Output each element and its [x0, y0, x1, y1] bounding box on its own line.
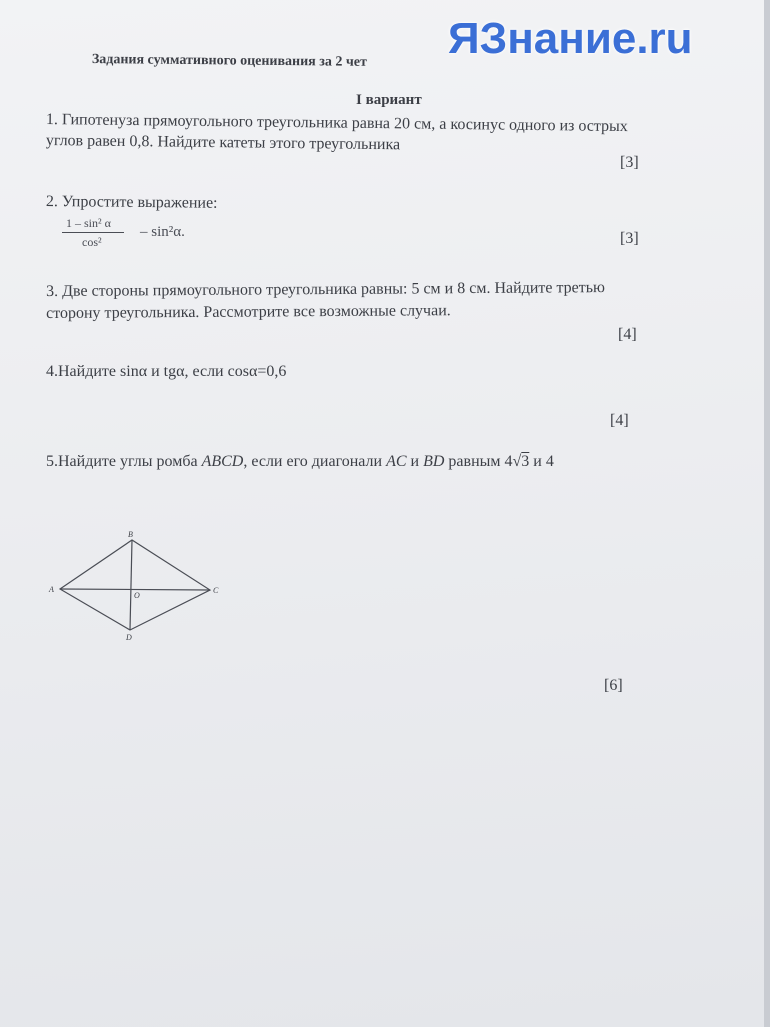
- q5-and: и: [406, 453, 424, 470]
- fraction-numerator: 1 – sin² α: [66, 216, 111, 230]
- q5-part-c: равным 4: [444, 453, 513, 470]
- q5-part-a: 5.Найдите углы ромба: [46, 453, 202, 470]
- question-3-line-1: 3. Две стороны прямоугольного треугольника равны: 5 см и 8 см. Найдите третью: [46, 279, 606, 300]
- fraction-bar: [62, 232, 124, 233]
- q5-ac: AC: [386, 453, 407, 470]
- question-4-line-1: 4.Найдите sinα и tgα, если cosα=0,6: [46, 363, 287, 380]
- vertex-label-a: A: [49, 585, 54, 594]
- variant-title: I вариант: [356, 92, 422, 108]
- question-5-score: [6]: [604, 677, 623, 694]
- question-2-score: [3]: [620, 230, 639, 247]
- page-edge-shadow: [764, 0, 770, 1027]
- center-label-o: O: [134, 591, 140, 600]
- worksheet-header: Задания суммативного оценивания за 2 чет: [91, 51, 367, 70]
- question-5-line-1: [46, 452, 554, 472]
- question-1-line-2: углов равен 0,8. Найдите катеты этого треугольника: [45, 131, 401, 154]
- question-2-line-1: 2. Упростите выражение:: [45, 192, 218, 212]
- vertex-label-c: C: [213, 586, 219, 595]
- q5-abcd: ABCD: [201, 453, 244, 470]
- q5-bd: BD: [423, 453, 445, 470]
- diagonal-bd: [130, 540, 132, 630]
- site-watermark: ЯЗнание.ru: [448, 14, 693, 63]
- question-3-score: [4]: [618, 326, 637, 343]
- vertex-label-b: B: [128, 530, 133, 539]
- question-1-line-1: 1. Гипотенуза прямоугольного треугольника равна 20 см, а косинус одного из острых: [45, 110, 628, 136]
- sqrt-argument: 3: [521, 453, 530, 470]
- q5-part-b: , если его диагонали: [243, 453, 387, 470]
- rhombus-diagram: [40, 528, 220, 648]
- vertex-label-d: D: [126, 633, 132, 642]
- fraction-denominator: cos²: [82, 235, 102, 249]
- question-3-line-2: сторону треугольника. Рассмотрите все возможные случаи.: [46, 302, 451, 322]
- question-1-score: [3]: [620, 154, 639, 171]
- expression-tail: – sin²α.: [140, 224, 185, 240]
- rhombus-outline: [60, 540, 210, 630]
- diagonal-ac: [60, 589, 210, 590]
- sqrt-symbol: √: [512, 453, 522, 470]
- q5-part-d: и 4: [529, 453, 554, 470]
- question-4-score: [4]: [610, 412, 629, 429]
